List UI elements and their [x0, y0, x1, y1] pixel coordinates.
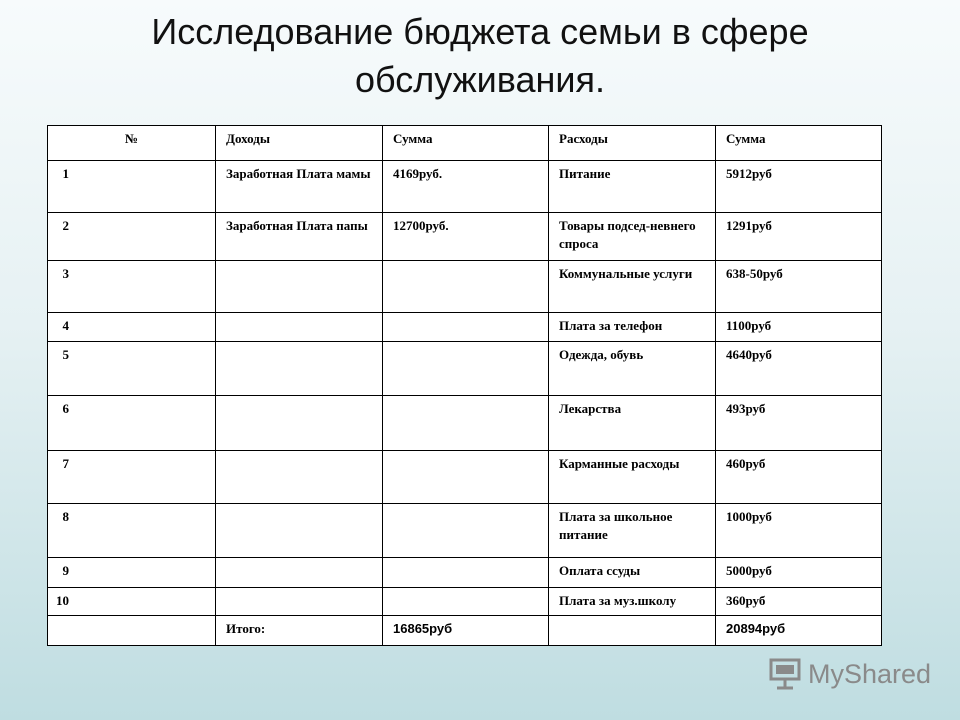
row-number: 6 — [48, 396, 216, 451]
projector-screen-icon — [768, 657, 802, 691]
page-title: Исследование бюджета семьи в сфере обслуживания. — [151, 11, 809, 100]
row-income-sum — [383, 558, 549, 588]
row-income-sum — [383, 313, 549, 342]
table-row — [48, 342, 882, 396]
row-income: Заработная Плата мамы — [216, 161, 383, 213]
table-row — [48, 396, 882, 451]
row-income-sum: 12700руб. — [383, 213, 549, 261]
header-expense-sum: Сумма — [716, 126, 882, 161]
row-expense: Питание — [549, 161, 716, 213]
row-expense-sum: 4640руб — [716, 342, 882, 396]
row-expense-sum: 493руб — [716, 396, 882, 451]
row-expense: Плата за муз.школу — [549, 588, 716, 616]
row-expense: Коммунальные услуги — [549, 261, 716, 313]
row-number: 8 — [48, 504, 216, 558]
row-expense: Карманные расходы — [549, 451, 716, 504]
table-row — [48, 504, 882, 558]
row-expense: Лекарства — [549, 396, 716, 451]
total-label: Итого: — [216, 616, 383, 646]
row-number: 9 — [48, 558, 216, 588]
row-income — [216, 261, 383, 313]
row-expense: Товары подсед-невнего спроса — [549, 213, 716, 261]
row-expense: Плата за телефон — [549, 313, 716, 342]
table-header-row — [48, 126, 882, 161]
row-income — [216, 396, 383, 451]
row-number: 4 — [48, 313, 216, 342]
row-income — [216, 342, 383, 396]
row-income — [216, 558, 383, 588]
row-number: 5 — [48, 342, 216, 396]
total-empty-cell — [48, 616, 216, 646]
row-income — [216, 588, 383, 616]
myshared-logo — [768, 654, 931, 694]
row-income-sum — [383, 261, 549, 313]
row-number: 2 — [48, 213, 216, 261]
row-income — [216, 313, 383, 342]
table-row — [48, 451, 882, 504]
row-income: Заработная Плата папы — [216, 213, 383, 261]
row-expense-sum: 5000руб — [716, 558, 882, 588]
row-expense: Оплата ссуды — [549, 558, 716, 588]
row-expense-sum: 1100руб — [716, 313, 882, 342]
header-expense: Расходы — [549, 126, 716, 161]
row-expense: Плата за школьное питание — [549, 504, 716, 558]
table-row — [48, 213, 882, 261]
row-expense-sum: 1000руб — [716, 504, 882, 558]
table-row — [48, 588, 882, 616]
total-row — [48, 616, 882, 646]
row-number: 7 — [48, 451, 216, 504]
header-income: Доходы — [216, 126, 383, 161]
income-total: 16865руб — [383, 616, 549, 646]
table-row — [48, 261, 882, 313]
row-expense: Одежда, обувь — [549, 342, 716, 396]
budget-table — [47, 125, 882, 646]
header-income-sum: Сумма — [383, 126, 549, 161]
row-expense-sum: 1291руб — [716, 213, 882, 261]
row-income-sum — [383, 342, 549, 396]
row-income — [216, 451, 383, 504]
table-row — [48, 161, 882, 213]
row-expense-sum: 5912руб — [716, 161, 882, 213]
table-row — [48, 313, 882, 342]
row-number: 1 — [48, 161, 216, 213]
row-number: 3 — [48, 261, 216, 313]
expense-total: 20894руб — [716, 616, 882, 646]
row-income-sum — [383, 396, 549, 451]
row-income-sum — [383, 588, 549, 616]
row-income-sum: 4169руб. — [383, 161, 549, 213]
total-empty-cell — [549, 616, 716, 646]
logo-text: MyShared — [808, 658, 932, 689]
table-row — [48, 558, 882, 588]
row-expense-sum: 460руб — [716, 451, 882, 504]
row-expense-sum: 638-50руб — [716, 261, 882, 313]
row-number: 10 — [48, 588, 216, 616]
header-number: № — [48, 126, 216, 161]
row-income — [216, 504, 383, 558]
row-expense-sum: 360руб — [716, 588, 882, 616]
row-income-sum — [383, 504, 549, 558]
row-income-sum — [383, 451, 549, 504]
